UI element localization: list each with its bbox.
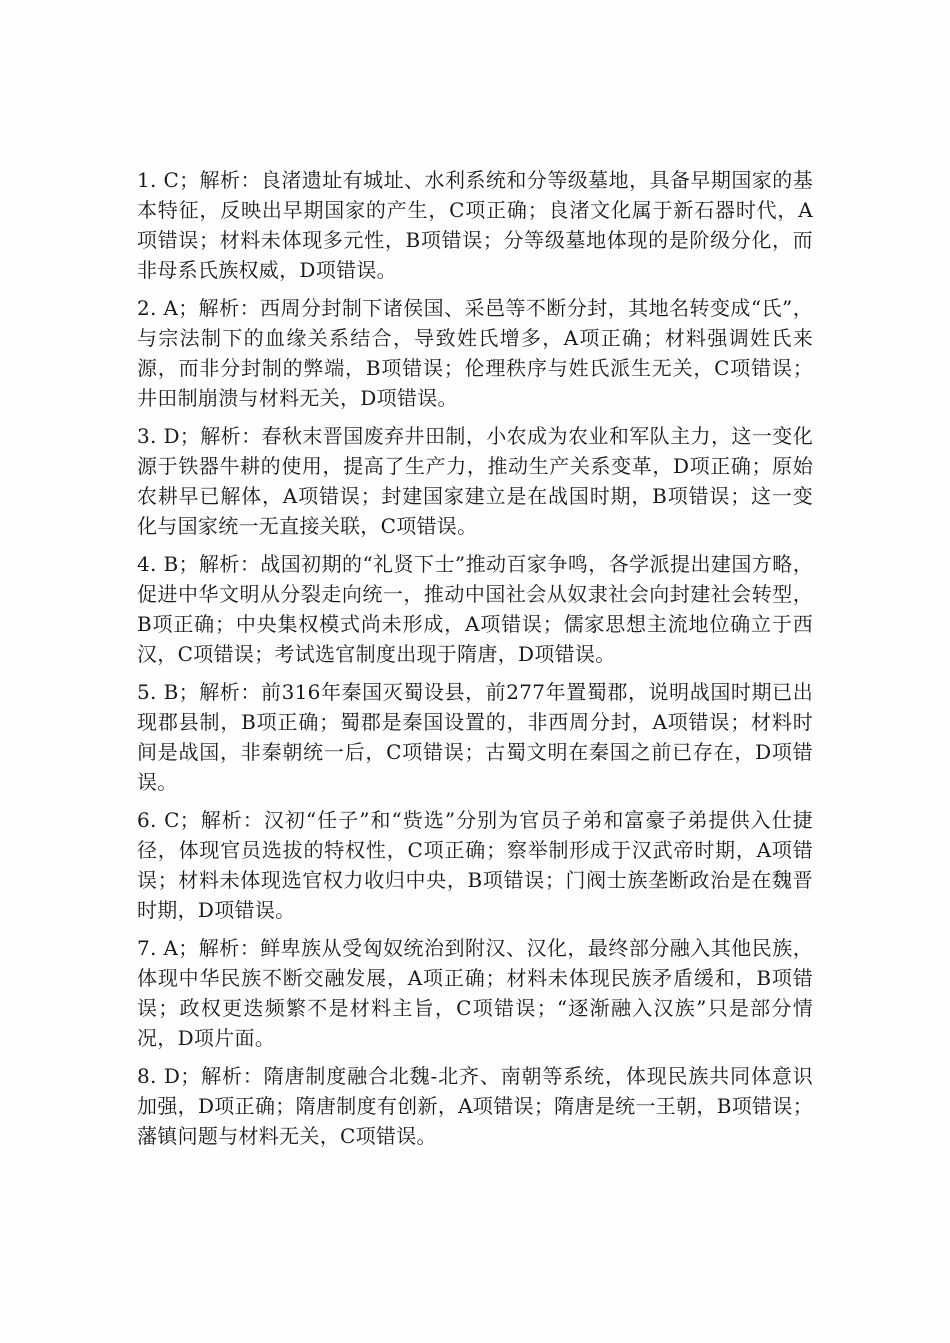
answer-1: 1. C；解析：良渚遗址有城址、水利系统和分等级墓地，具备早期国家的基本特征，反映出早期国家的产生，C项正确；良渚文化属于新石器时代，A项错误；材料未体现多元性，B项错误；分等级墓地体现的是阶级分化，而非母系氏族权威，D项错误。: [137, 168, 813, 282]
answer-7: 7. A；解析：鲜卑族从受匈奴统治到附汉、汉化，最终部分融入其他民族，体现中华民族不断交融发展，A项正确；材料未体现民族矛盾缓和，B项错误；政权更迭频繁不是材料主旨，C项错误；“逐渐融入汉族”只是部分情况，D项片面。: [137, 936, 813, 1050]
answer-3: 3. D；解析：春秋末晋国废弃井田制，小农成为农业和军队主力，这一变化源于铁器牛耕的使用，提高了生产力，推动生产关系变革，D项正确；原始农耕早已解体，A项错误；封建国家建立是在战国时期，B项错误；这一变化与国家统一无直接关联，C项错误。: [137, 424, 813, 538]
answer-2: 2. A；解析：西周分封制下诸侯国、采邑等不断分封，其地名转变成“氏”，与宗法制下的血缘关系结合，导致姓氏增多，A项正确；材料强调姓氏来源，而非分封制的弊端，B项错误；伦理秩序与姓氏派生无关，C项错误；井田制崩溃与材料无关，D项错误。: [137, 296, 813, 410]
answer-5: 5. B；解析：前316年秦国灭蜀设县，前277年置蜀郡，说明战国时期已出现郡县制，B项正确；蜀郡是秦国设置的，非西周分封，A项错误；材料时间是战国，非秦朝统一后，C项错误；古蜀文明在秦国之前已存在，D项错误。: [137, 680, 813, 794]
answer-4: 4. B；解析：战国初期的“礼贤下士”推动百家争鸣，各学派提出建国方略，促进中华文明从分裂走向统一，推动中国社会从奴隶社会向封建社会转型，B项正确；中央集权模式尚未形成，A项错误；儒家思想主流地位确立于西汉，C项错误；考试选官制度出现于隋唐，D项错误。: [137, 552, 813, 666]
answer-6: 6. C；解析：汉初“任子”和“赀选”分别为官员子弟和富豪子弟提供入仕捷径，体现官员选拔的特权性，C项正确；察举制形成于汉武帝时期，A项错误；材料未体现选官权力收归中央，B项错误；门阀士族垄断政治是在魏晋时期，D项错误。: [137, 808, 813, 922]
answer-8: 8. D；解析：隋唐制度融合北魏-北齐、南朝等系统，体现民族共同体意识加强，D项正确；隋唐制度有创新，A项错误；隋唐是统一王朝，B项错误；藩镇问题与材料无关，C项错误。: [137, 1064, 813, 1148]
answer-list: [137, 165, 813, 1159]
